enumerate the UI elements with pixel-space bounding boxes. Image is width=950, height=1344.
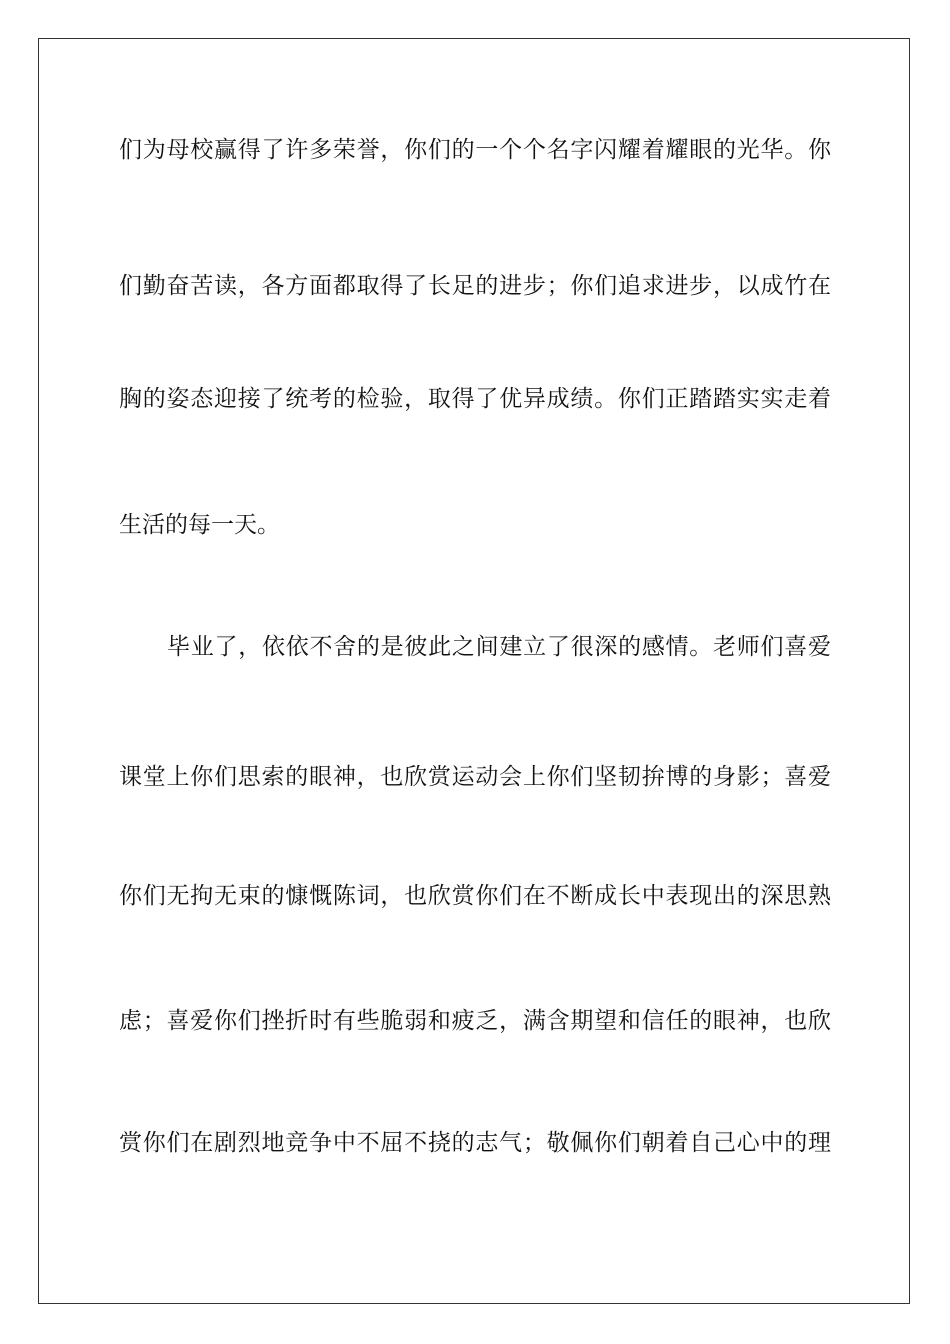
text-line-2: 们勤奋苦读，各方面都取得了长足的进步；你们追求进步，以成竹在 bbox=[119, 273, 831, 299]
text-line-8: 虑；喜爱你们挫折时有些脆弱和疲乏，满含期望和信任的眼神，也欣 bbox=[119, 1008, 831, 1034]
text-line-7: 你们无拘无束的慷慨陈词，也欣赏你们在不断成长中表现出的深思熟 bbox=[119, 883, 831, 909]
document-page bbox=[38, 38, 910, 1304]
text-line-6: 课堂上你们思索的眼神，也欣赏运动会上你们坚韧拚博的身影；喜爱 bbox=[119, 764, 831, 790]
paragraph-2-line-1: 毕业了，依依不舍的是彼此之间建立了很深的感情。老师们喜爱 bbox=[167, 634, 831, 660]
text-line-4: 生活的每一天。 bbox=[119, 512, 280, 538]
text-line-9: 赏你们在剧烈地竞争中不屈不挠的志气；敬佩你们朝着自己心中的理 bbox=[119, 1130, 831, 1156]
text-line-1: 们为母校赢得了许多荣誉，你们的一个个名字闪耀着耀眼的光华。你 bbox=[119, 137, 831, 163]
text-line-3: 胸的姿态迎接了统考的检验，取得了优异成绩。你们正踏踏实实走着 bbox=[119, 386, 831, 412]
